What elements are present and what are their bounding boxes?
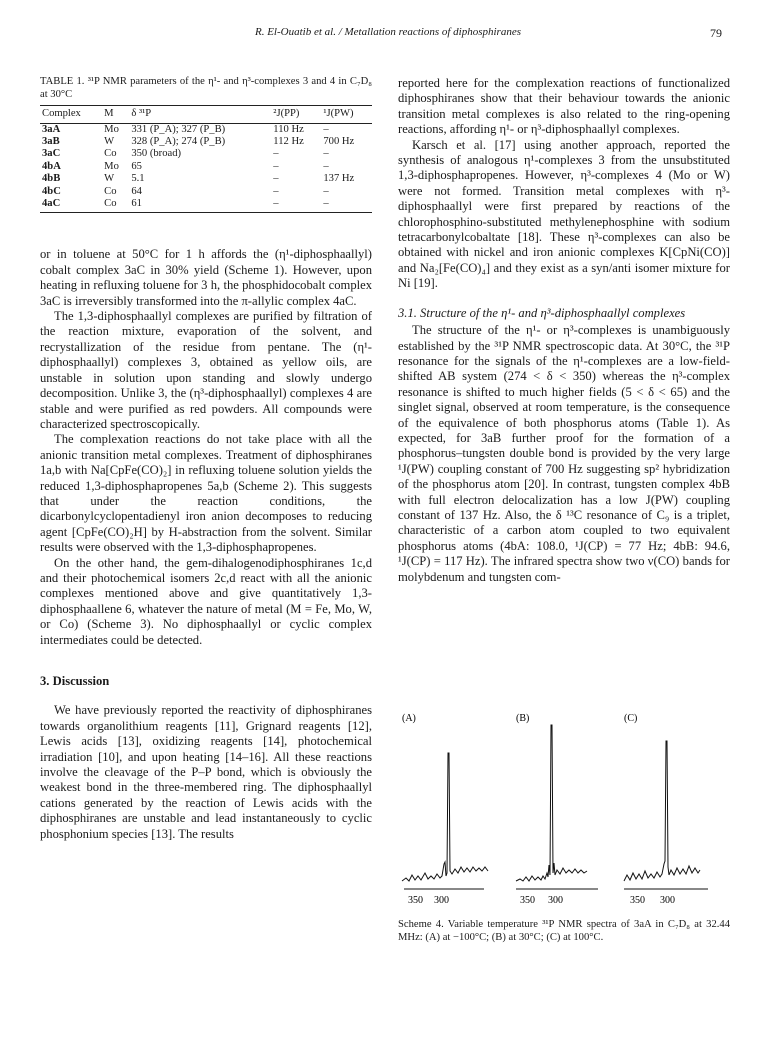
table-cell: 3aB (42, 136, 60, 147)
left-paragraph-3: The complexation reactions do not take place with all the anionic transition metal complexes. Treatment of diphosphiranes 1a,b with Na[CpFe(CO)₂] in refluxing toluene solution yields the reduced 1,3-diphosphapropenes 5a,b (Scheme 2). This suggests that under the reaction conditions, the dicarbonylcyclopentadienyl iron anion decomposes to reducing agent [CpFe(CO)₂H] by H-abstraction from the solvent. Similar results were observed with the 1,3-diphosphapropenes. (40, 432, 372, 555)
tick-350-a: 350 (408, 895, 423, 906)
table-row (40, 161, 372, 173)
table-cell: 137 Hz (323, 173, 355, 185)
spectrum-trace-a (402, 753, 488, 881)
left-paragraph-4: On the other hand, the gem-dihalogenodiphosphiranes 1c,d and their photochemical isomers 2c,d react with all the anionic complexes mentioned above and give quantitatively 1,3-diphosphaallene 6, whatever the nature of metal (M = Fe, Mo, W, or Co) (Scheme 3). No diphosphaallyl or cyclic complex intermediates could be detected. (40, 555, 372, 647)
table-header-cell: Complex (40, 106, 102, 123)
table-header-cell: M (102, 106, 129, 123)
spectrum-a (402, 713, 488, 881)
subsection-heading: 3.1. Structure of the η¹- and η³-diphosphaallyl complexes (398, 305, 686, 320)
table-cell: – (323, 148, 329, 160)
table-header-cell: δ ³¹P (129, 106, 271, 123)
table-cell: 65 (131, 160, 142, 172)
right-paragraph-3: The structure of the η¹- or η³-complexes is unambiguously established by the ³¹P NMR spectroscopic data. At 30°C, the ³¹P resonance for the signals of the η¹-complexes are a low-field-shifted AB system (274 < δ < 350) whereas the η³-complex resonance is shifted to much higher fields (5 < δ < 65) and the singlet signal, observed at room temperature, is the consequence of the equivalence of both phosphorus atoms (Table 1). As expected, for 3aB further proof for the formation of a phosphorus–tungsten double bond is provided by the very large ¹J(PW) coupling constant of 700 Hz suggesting sp² hybridization of the phosphorus atom [20]. In contrast, tungsten complex 4bB with full electron delocalization has a low J(PW) coupling constant of 137 Hz. Also, the δ ¹³C resonance of C₉ is a triplet, characteristic of a carbon atom coupled to two equivalent phosphorus atoms (4bA: 108.0, ¹J(CP) = 77 Hz; 4bB: 94.6, ¹J(CP) = 117 Hz). The infrared spectra show two ν(CO) bands for molybdenum and tungsten com- (398, 323, 730, 584)
tick-300-b: 300 (548, 895, 563, 906)
table-cell: 700 Hz (323, 136, 355, 147)
table-cell: Co (104, 185, 117, 197)
table-cell: – (273, 160, 279, 172)
spectrum-label-c: (C) (624, 713, 638, 724)
table-cell: 112 Hz (273, 136, 304, 147)
table-cell: – (271, 198, 321, 213)
table-cell: 4bB (42, 173, 61, 185)
left-paragraph-5: We have previously reported the reactivity of diphosphiranes towards organolithium reagents [11], Grignard reagents [12], Lewis acids [13], oxidizing reagents [14], photochemical irradiation [10], and upon heating [14–16]. All these reactions involve the cleavage of the P–P bond, which is obviously the weakest bond in the three-membered ring. The diphosphaallyl cations generated by the reaction of Lewis acids with the diphosphiranes are unstable and lead instantaneously to cyclic phosphonium species [13]. The results (40, 703, 372, 841)
table-cell: 328 (P_A); 274 (P_B) (131, 136, 226, 147)
spectrum-c (624, 713, 700, 881)
spectrum-b (516, 713, 587, 881)
table-cell: 4aC (40, 198, 102, 213)
nmr-spectra-figure (398, 677, 730, 917)
table-cell: – (323, 185, 329, 197)
table-cell: – (273, 173, 279, 185)
spectrum-trace-b (516, 725, 587, 881)
table-cell: 350 (broad) (131, 148, 182, 160)
table-row (40, 198, 372, 213)
table-row (40, 186, 372, 198)
right-paragraph-1: reported here for the complexation reactions of functionalized diphosphiranes show that their behaviour towards the anionic transition metal complexes is also related to the ring-opening reactions, affording η¹- or η³-diphosphaallyl complexes. (398, 76, 730, 137)
table-row (40, 173, 372, 185)
table-cell: W (104, 173, 115, 185)
table-cell: Co (102, 198, 129, 213)
table-header-row (40, 106, 372, 123)
table-cell: 64 (131, 185, 142, 197)
spectrum-label-a: (A) (402, 713, 416, 724)
tick-labels (408, 895, 675, 906)
table-cell: 4bA (42, 160, 61, 172)
table-body (40, 123, 372, 213)
table-cell: 61 (129, 198, 271, 213)
left-paragraph-2: The 1,3-diphosphaallyl complexes are purified by filtration of the reaction mixture, evaporation of the solvent, and recrystallization of the residue from pentane. The (η¹-diphosphaallyl) complexes 3, obtained as yellow oils, are unstable in solution upon standing and slowly undergo decomposition. Unlike 3, the (η³-diphosphaallyl) complexes 4 are stable and were purified as red powders. All compounds were characterized spectroscopically. (40, 309, 372, 431)
left-paragraph-1: or in toluene at 50°C for 1 h affords the (η¹-diphosphaallyl) cobalt complex 3aC in 30% yield (Scheme 1). However, upon heating in refluxing toluene for 3 h, the phosphidocobalt complex 3aC is irreversibly transformed into the π-allylic complex 4aC. (40, 247, 372, 308)
table-row (40, 123, 372, 136)
table-cell: Mo (104, 123, 119, 135)
table-cell: 331 (P_A); 327 (P_B) (131, 123, 226, 135)
table-cell: 110 Hz (273, 123, 304, 135)
tick-300-a: 300 (434, 895, 449, 906)
table-caption: TABLE 1. ³¹P NMR parameters of the η¹- and η³-complexes 3 and 4 in C₇D₈ at 30°C (40, 76, 372, 100)
running-header: R. El-Ouatib et al. / Metallation reactions of diphosphiranes (254, 26, 521, 38)
spectrum-label-b: (B) (516, 713, 530, 724)
page-number: 79 (710, 26, 722, 40)
table-cell: – (323, 160, 329, 172)
table-cell: Co (104, 148, 117, 160)
table-cell: 3aC (42, 148, 61, 160)
right-paragraph-2: Karsch et al. [17] using another approach, reported the synthesis of analogous η¹-complexes 3 from the unsubstituted 1,3-diphosphapropenes. However, η³-complexes 4 (Mo or W) were not formed. Transition metal complexes with η³-diphosphaallyl were first prepared by reactions of the chlorophosphino-substituted methylenephosphine with sodium tetracarbonylcobaltate [18]. These η³-complexes can also be obtained with nickel and iron anionic complexes K[CpNi(CO)] and Na₂[Fe(CO)₄] and they exist as a syn/anti isomer mixture for Ni [19]. (398, 137, 730, 291)
table-cell: 4bC (42, 185, 61, 197)
table-row (40, 136, 372, 148)
table-cell: W (104, 136, 115, 147)
tick-300-c: 300 (660, 895, 675, 906)
table-row (40, 148, 372, 160)
left-column (40, 76, 372, 842)
discussion-heading: 3. Discussion (40, 674, 110, 688)
tick-350-c: 350 (630, 895, 645, 906)
table-cell: – (273, 148, 279, 160)
table-header-cell: ²J(PP) (271, 106, 321, 123)
table-cell: – (273, 185, 279, 197)
tick-350-b: 350 (520, 895, 535, 906)
table-cell: Mo (104, 160, 119, 172)
table-cell: – (321, 198, 372, 213)
table-cell: 3aA (42, 123, 61, 135)
table-header-cell: ¹J(PW) (321, 106, 372, 123)
spectrum-trace-c (624, 741, 700, 881)
table-cell: – (323, 123, 329, 135)
right-column (398, 76, 730, 944)
table-cell: 5.1 (131, 173, 145, 185)
scheme-caption: Scheme 4. Variable temperature ³¹P NMR spectra of 3aA in C₇D₈ at 32.44 MHz: (A) at −100°C; (B) at 30°C; (C) at 100°C. (398, 919, 730, 943)
nmr-table (40, 105, 372, 213)
